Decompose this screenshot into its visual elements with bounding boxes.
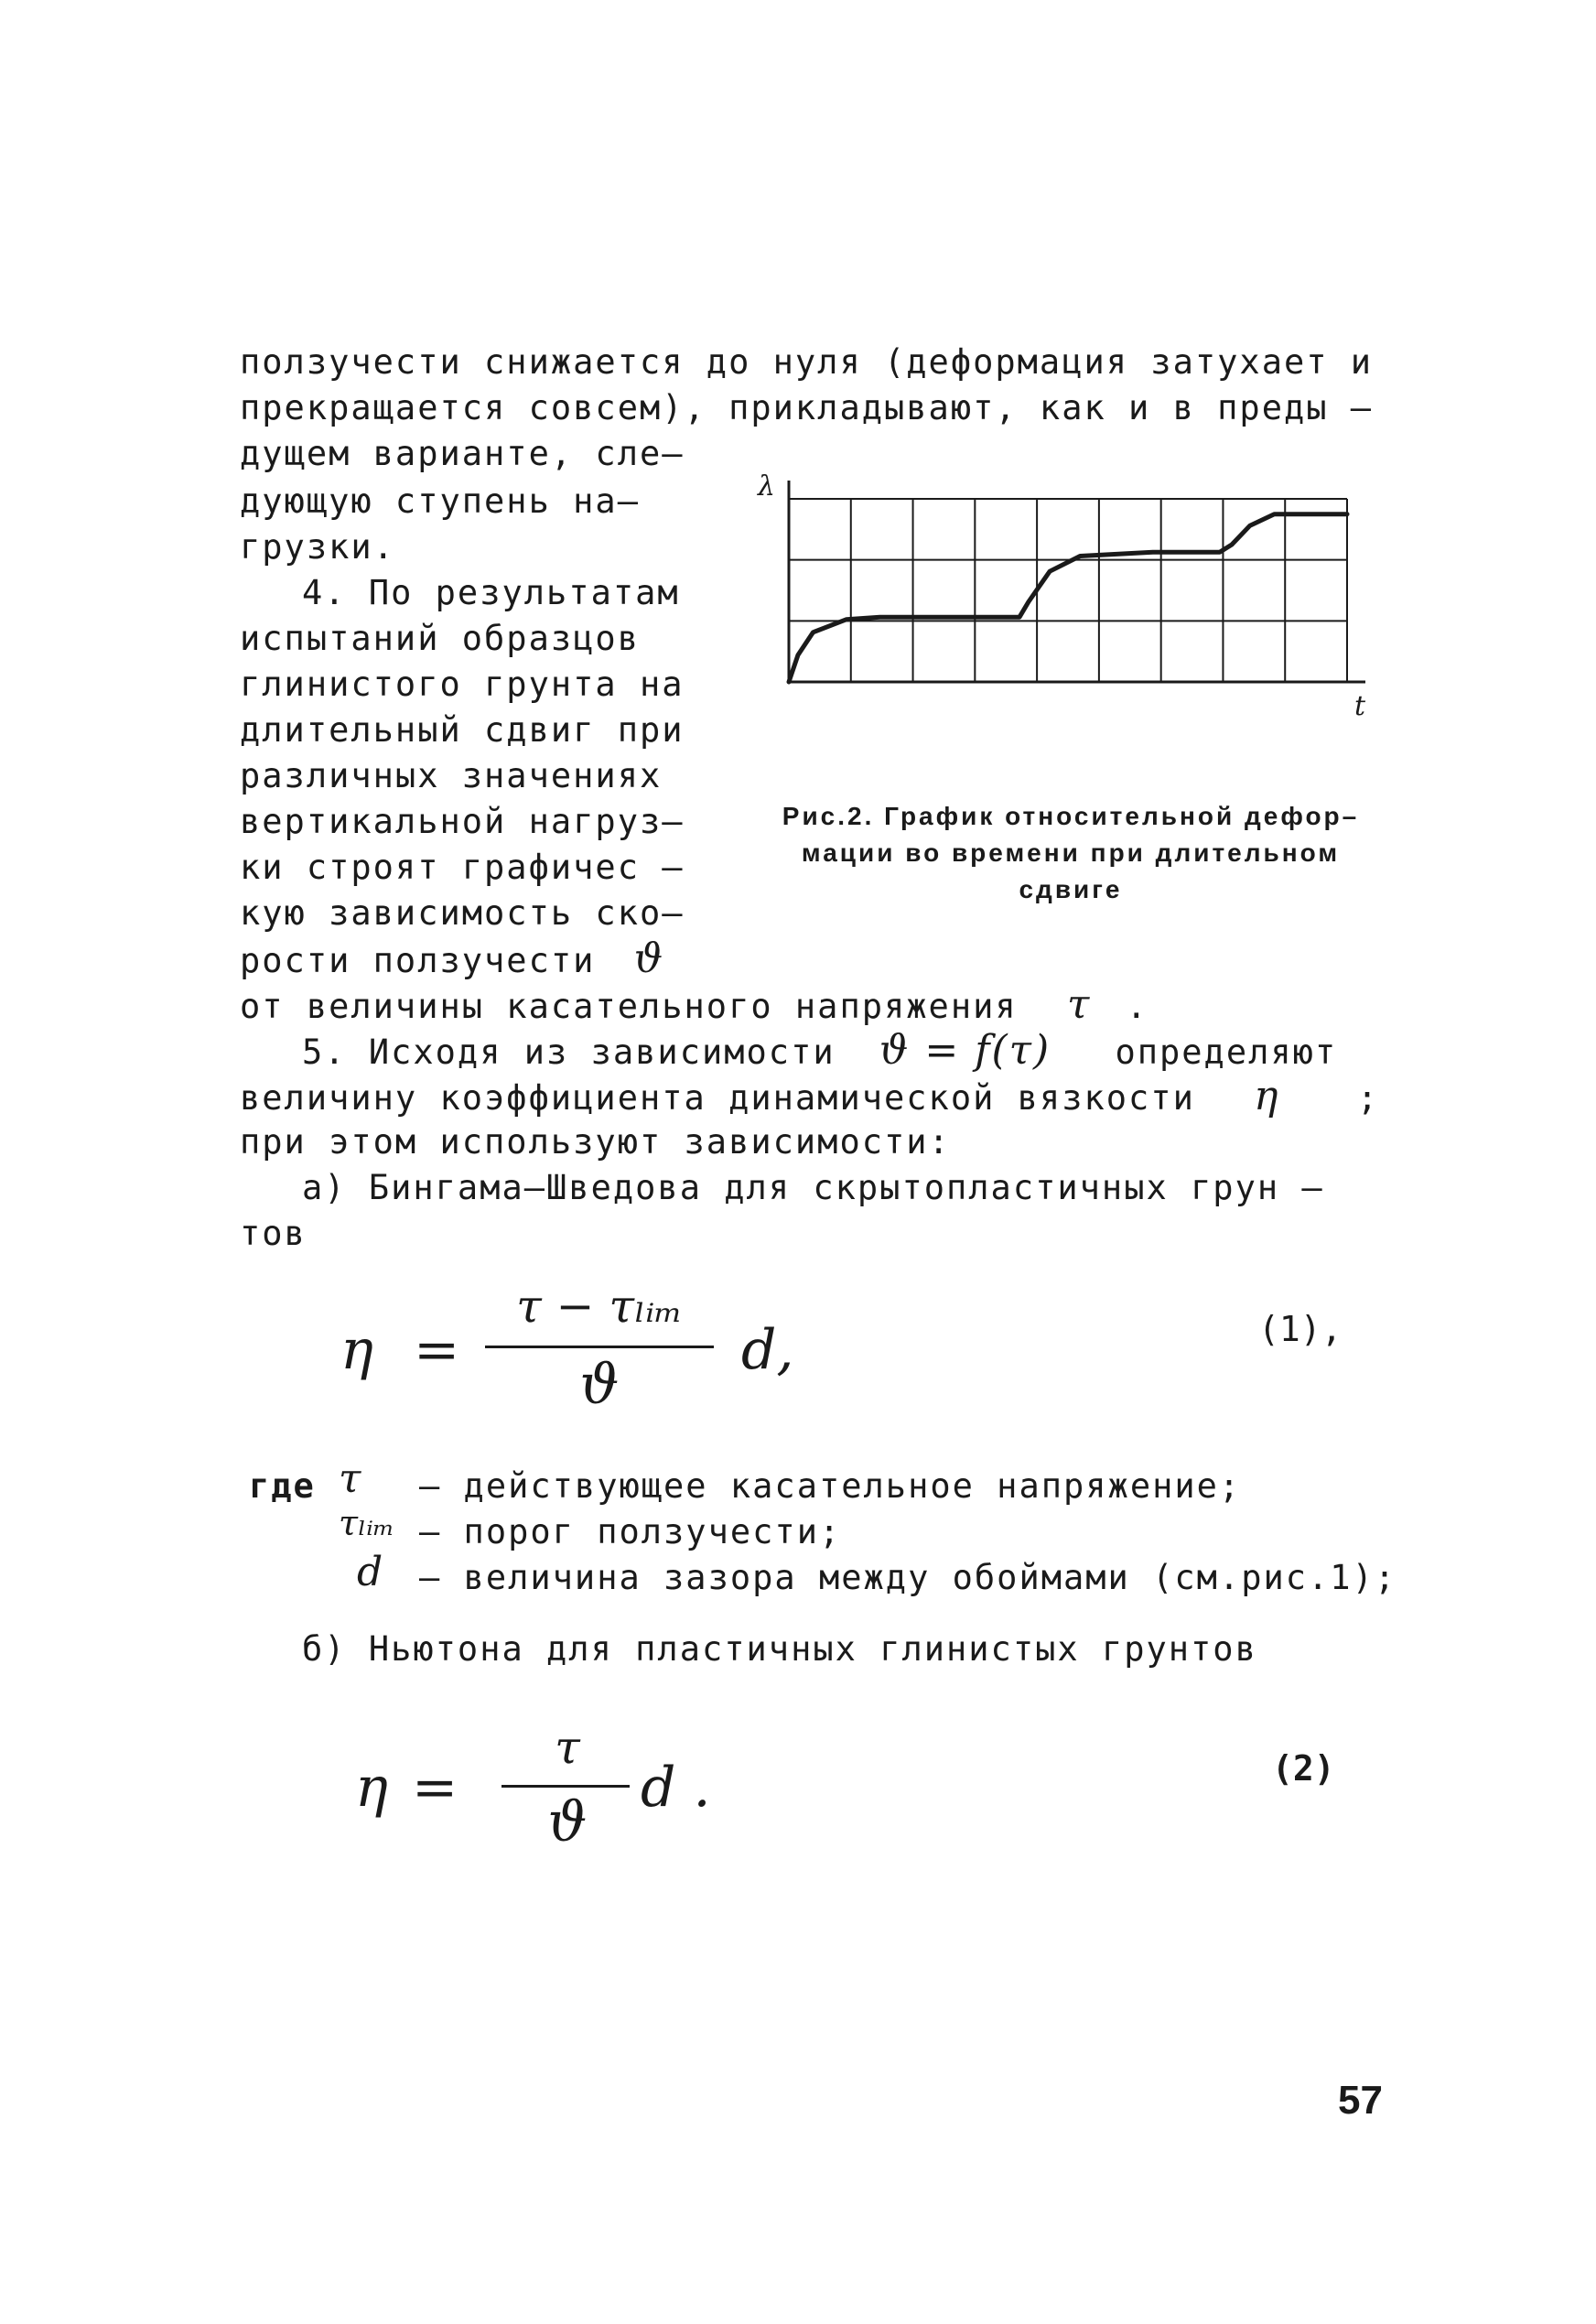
chart-series-line [789, 514, 1347, 682]
symbol-eta: η [1254, 1073, 1280, 1119]
text-line [240, 981, 1148, 1031]
figure-caption-line: мации во времени при длительном [801, 838, 1341, 867]
text-line: вертикальной нагруз– [240, 802, 685, 841]
text-line: грузки. [240, 527, 395, 567]
formula2-eq: = [412, 1756, 458, 1820]
text-line: кую зависимость ско– [240, 893, 685, 933]
symbol-v: ϑ [633, 935, 665, 982]
text-line: б) Ньютона для пластичных глинистых грунтов [302, 1629, 1257, 1669]
formula1-number: (1), [1258, 1309, 1343, 1349]
fraction-bar [485, 1346, 714, 1348]
where-symbol: d [357, 1549, 383, 1595]
text-line: тов [240, 1214, 307, 1253]
chart-ylabel: λ [758, 470, 776, 503]
text-line: прекращается совсем), прикладывают, как и в преды – [240, 388, 1374, 427]
text-fragment: 5. Исходя из зависимости [302, 1032, 836, 1072]
where-symbol: τ [339, 1455, 361, 1502]
formula2-number: (2) [1272, 1748, 1335, 1789]
text-line: дующую ступень на– [240, 481, 640, 521]
text-line [302, 1027, 1337, 1076]
text-line: 4. По результатам [302, 573, 680, 612]
chart-xlabel: t [1354, 690, 1366, 722]
text-line [240, 1073, 1379, 1122]
formula2-numerator: τ [555, 1721, 580, 1774]
figure-caption-line: Рис.2. График относительной дефор– [782, 802, 1360, 830]
symbol-tau: τ [1066, 981, 1092, 1028]
formula1-denominator: ϑ [579, 1353, 620, 1417]
text-line: дущем варианте, сле– [240, 434, 685, 473]
formula-inline: ϑ = f(τ) [879, 1027, 1051, 1074]
figure-caption-line: сдвиге [1019, 875, 1123, 903]
formula1-numerator: τ − τₗᵢₘ [516, 1280, 683, 1333]
formula2-lhs: η [355, 1756, 388, 1820]
chart-axes [789, 481, 1365, 682]
text-line: ползучести снижается до нуля (деформация затухает и [240, 342, 1374, 382]
text-line [240, 935, 664, 985]
text-line: глинистого грунта на [240, 665, 685, 704]
text-line: испытаний образцов [240, 619, 640, 658]
where-text: – действующее касательное напряжение; [419, 1466, 1242, 1506]
text-fragment: от величины касательного напряжения [240, 987, 1018, 1026]
fraction-bar [501, 1785, 630, 1788]
creep-chart [732, 458, 1391, 732]
text-fragment: ; [1356, 1078, 1380, 1118]
text-fragment: . [1126, 987, 1148, 1026]
formula1-factor: d, [741, 1318, 794, 1382]
formula2-factor: d . [641, 1756, 711, 1820]
page-number: 57 [1338, 2078, 1383, 2123]
text-line: а) Бингама–Шведова для скрытопластичных грун – [302, 1168, 1324, 1207]
text-fragment: рости ползучести [240, 941, 596, 980]
formula2-denominator: ϑ [547, 1790, 588, 1854]
formula1-eq: = [414, 1318, 460, 1382]
where-lead: где [249, 1466, 316, 1506]
where-text: – порог ползучести; [419, 1512, 842, 1551]
where-text: – величина зазора между обоймами (см.рис.1); [419, 1558, 1397, 1597]
where-symbol: τₗᵢₘ [339, 1503, 395, 1543]
text-fragment: величину коэффициента динамической вязкости [240, 1078, 1195, 1118]
text-line: ки строят графичес – [240, 848, 685, 887]
text-line: длительный сдвиг при [240, 710, 685, 750]
chart-grid [789, 499, 1347, 682]
text-line: при этом используют зависимости: [240, 1122, 951, 1162]
formula1-lhs: η [340, 1318, 373, 1382]
text-line: различных значениях [240, 756, 663, 795]
text-fragment: определяют [1115, 1032, 1338, 1072]
